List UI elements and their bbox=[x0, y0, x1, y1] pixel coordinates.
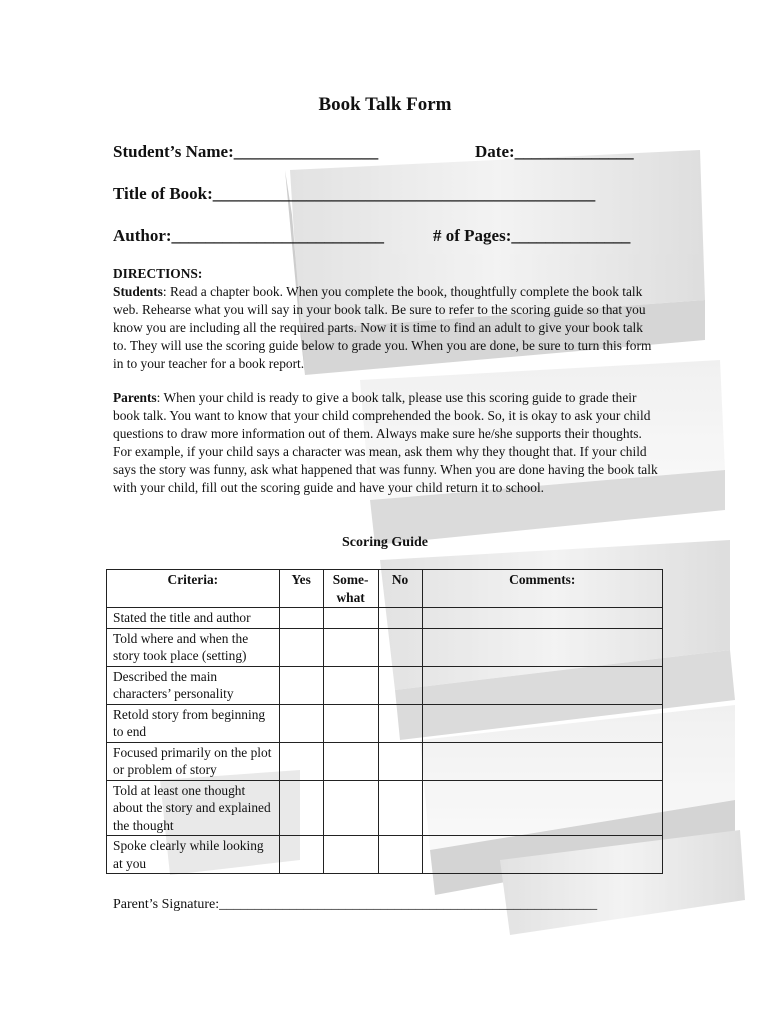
no-cell[interactable] bbox=[378, 666, 422, 704]
no-cell[interactable] bbox=[378, 780, 422, 836]
yes-cell[interactable] bbox=[279, 704, 323, 742]
yes-cell[interactable] bbox=[279, 780, 323, 836]
comments-cell[interactable] bbox=[422, 780, 662, 836]
somewhat-cell[interactable] bbox=[323, 742, 378, 780]
parents-label: Parents bbox=[113, 390, 157, 405]
scoring-guide-title: Scoring Guide bbox=[342, 535, 428, 550]
comments-cell[interactable] bbox=[422, 666, 662, 704]
comments-cell[interactable] bbox=[422, 836, 662, 874]
comments-header: Comments: bbox=[422, 570, 662, 608]
scoring-header-row bbox=[107, 570, 663, 608]
parent-signature-field[interactable]: Parent’s Signature:______________________________________________________ bbox=[113, 897, 598, 912]
yes-cell[interactable] bbox=[279, 666, 323, 704]
comments-cell[interactable] bbox=[422, 742, 662, 780]
criteria-cell: Described the main characters’ personality bbox=[107, 666, 280, 704]
table-row bbox=[107, 666, 663, 704]
yes-cell[interactable] bbox=[279, 608, 323, 629]
somewhat-cell[interactable] bbox=[323, 608, 378, 629]
criteria-cell: Told where and when the story took place (setting) bbox=[107, 628, 280, 666]
criteria-cell: Retold story from beginning to end bbox=[107, 704, 280, 742]
date-field[interactable]: Date:______________ bbox=[475, 142, 634, 161]
no-cell[interactable] bbox=[378, 836, 422, 874]
table-row bbox=[107, 608, 663, 629]
yes-header: Yes bbox=[279, 570, 323, 608]
table-row bbox=[107, 704, 663, 742]
students-text: : Read a chapter book. When you complete the book, thoughtfully complete the book talk web. Rehearse what you will say in your book talk. Be sure to refer to the scoring guide so that you know you are including all the required parts. Now it is time to find an adult to give your book talk to. They will use the scoring guide below to grade you. When you are done, be sure to turn this form in to your teacher for a book report. bbox=[113, 284, 652, 371]
yes-cell[interactable] bbox=[279, 742, 323, 780]
comments-cell[interactable] bbox=[422, 628, 662, 666]
book-title-field[interactable]: Title of Book:_____________________________________________ bbox=[113, 184, 596, 203]
comments-cell[interactable] bbox=[422, 608, 662, 629]
page-title: Book Talk Form bbox=[318, 94, 452, 115]
somewhat-cell[interactable] bbox=[323, 836, 378, 874]
no-cell[interactable] bbox=[378, 608, 422, 629]
no-cell[interactable] bbox=[378, 742, 422, 780]
directions-heading: DIRECTIONS: bbox=[113, 266, 203, 281]
pages-field[interactable]: # of Pages:______________ bbox=[433, 226, 631, 245]
table-row bbox=[107, 742, 663, 780]
criteria-cell: Stated the title and author bbox=[107, 608, 280, 629]
somewhat-header-line1: Some- bbox=[332, 572, 369, 587]
students-label: Students bbox=[113, 284, 163, 299]
book-title-row bbox=[113, 184, 649, 204]
somewhat-cell[interactable] bbox=[323, 704, 378, 742]
criteria-cell: Spoke clearly while looking at you bbox=[107, 836, 280, 874]
table-row bbox=[107, 780, 663, 836]
parents-directions bbox=[113, 389, 658, 497]
scoring-table bbox=[106, 569, 663, 874]
no-cell[interactable] bbox=[378, 628, 422, 666]
somewhat-cell[interactable] bbox=[323, 628, 378, 666]
somewhat-cell[interactable] bbox=[323, 666, 378, 704]
criteria-cell: Told at least one thought about the story and explained the thought bbox=[107, 780, 280, 836]
yes-cell[interactable] bbox=[279, 836, 323, 874]
table-row bbox=[107, 836, 663, 874]
students-directions bbox=[113, 283, 658, 373]
yes-cell[interactable] bbox=[279, 628, 323, 666]
no-header: No bbox=[378, 570, 422, 608]
parents-text: : When your child is ready to give a book talk, please use this scoring guide to grade their book talk. You want to know that your child comprehended the book. So, it is okay to ask your child questions to draw more information out of them. Always make sure he/she supports their thoughts. For example, if your child says a character was mean, ask them why they thought that. If your child says the story was funny, ask what happened that was funny. When you are done having the book talk with your child, fill out the scoring guide and have your child return it to school. bbox=[113, 390, 658, 495]
table-row bbox=[107, 628, 663, 666]
directions-section bbox=[113, 265, 658, 497]
criteria-cell: Focused primarily on the plot or problem of story bbox=[107, 742, 280, 780]
somewhat-header bbox=[323, 570, 378, 608]
author-field[interactable]: Author:_________________________ bbox=[113, 226, 385, 245]
no-cell[interactable] bbox=[378, 704, 422, 742]
comments-cell[interactable] bbox=[422, 704, 662, 742]
student-name-field[interactable]: Student’s Name:_________________ bbox=[113, 142, 379, 161]
somewhat-header-line2: what bbox=[336, 589, 365, 605]
criteria-header: Criteria: bbox=[107, 570, 280, 608]
name-date-row bbox=[113, 142, 649, 162]
author-pages-row bbox=[113, 226, 649, 246]
somewhat-cell[interactable] bbox=[323, 780, 378, 836]
